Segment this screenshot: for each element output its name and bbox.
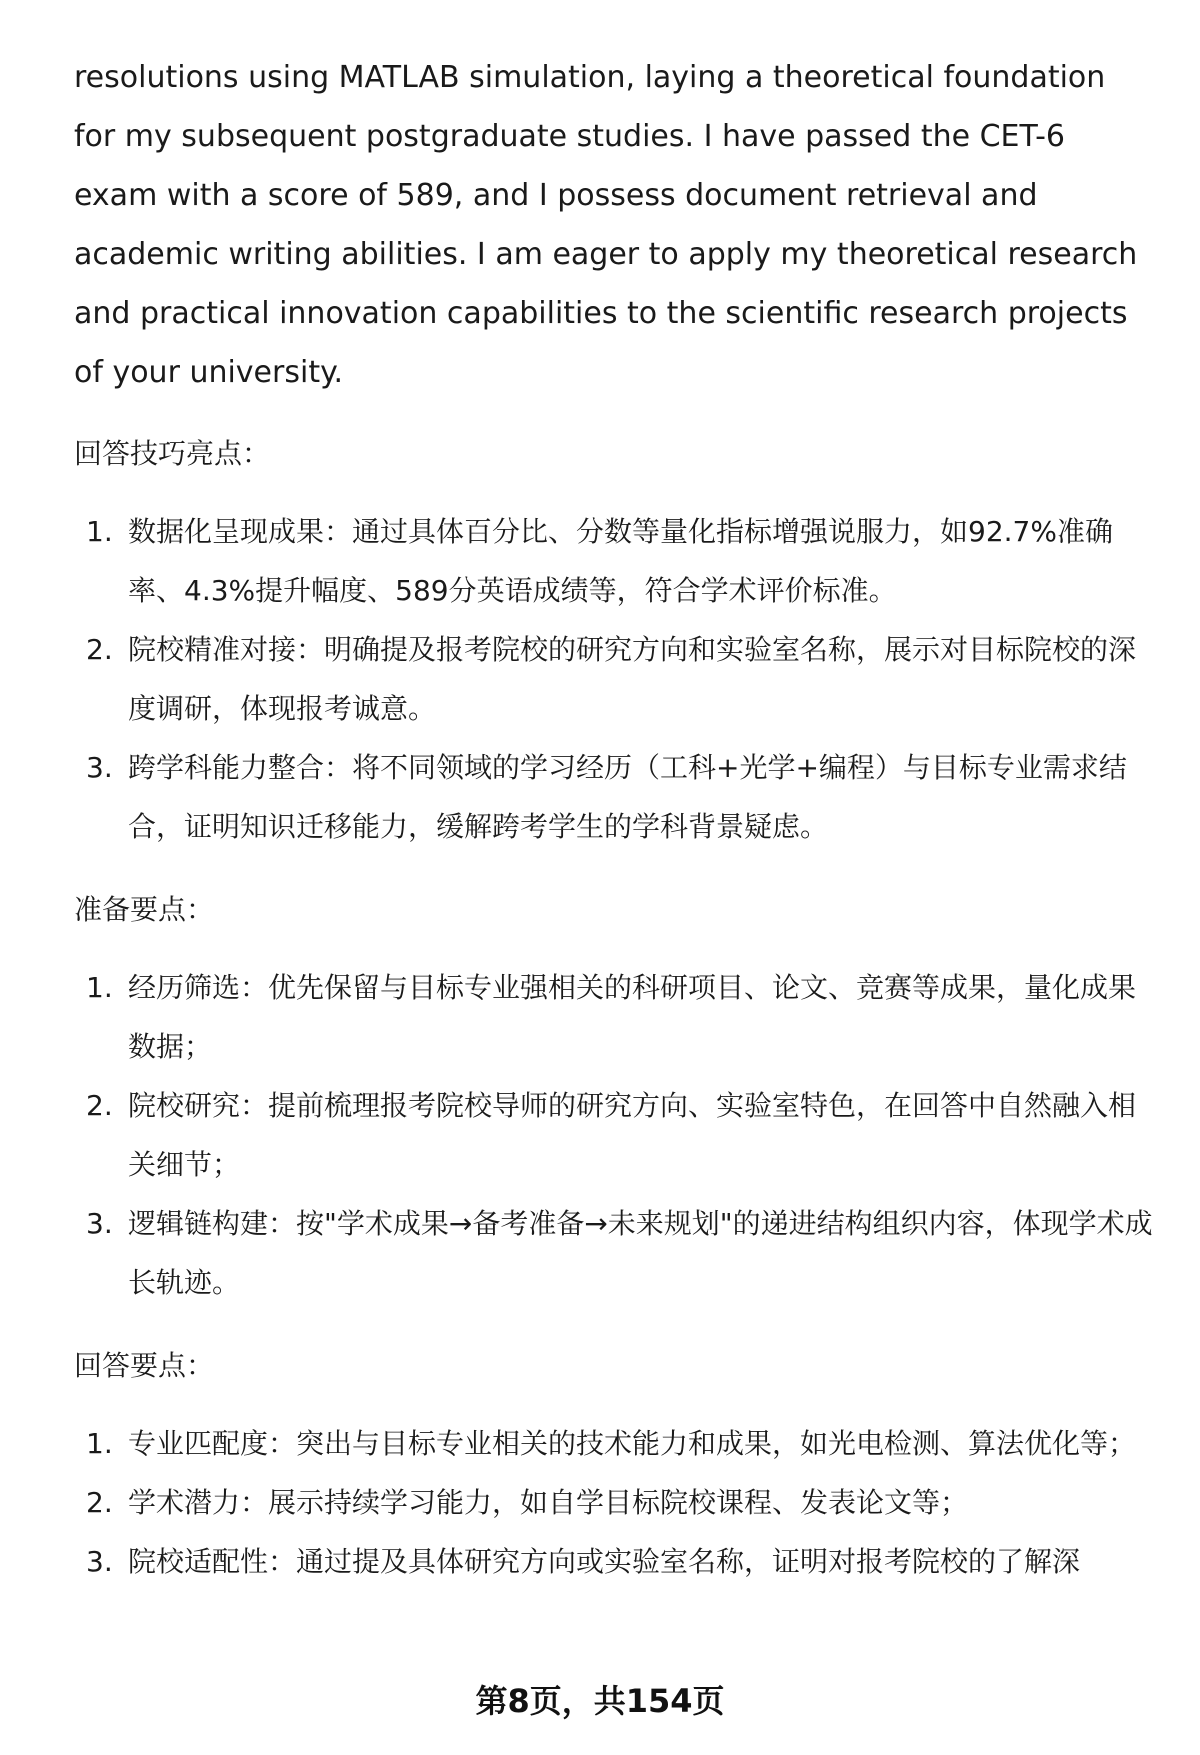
- list-item: [74, 1076, 1154, 1194]
- list-number: 1.: [86, 971, 113, 1004]
- list-number: 1.: [86, 1427, 113, 1460]
- list-item: [74, 958, 1154, 1076]
- list-item: [74, 1532, 1154, 1591]
- document-body: [74, 48, 1154, 1591]
- list-item-text: 数据化呈现成果：通过具体百分比、分数等量化指标增强说服力，如92.7%准确率、4.3%提升幅度、589分英语成绩等，符合学术评价标准。: [128, 515, 1113, 607]
- list-number: 1.: [86, 515, 113, 548]
- list-item-text: 专业匹配度：突出与目标专业相关的技术能力和成果，如光电检测、算法优化等；: [128, 1427, 1137, 1460]
- section-heading: 回答技巧亮点：: [74, 437, 271, 470]
- numbered-list: [74, 1414, 1154, 1591]
- list-item-text: 跨学科能力整合：将不同领域的学习经历（工科+光学+编程）与目标专业需求结合，证明知识迁移能力，缓解跨考学生的学科背景疑虑。: [128, 751, 1127, 843]
- list-item: [74, 620, 1154, 738]
- list-item: [74, 502, 1154, 620]
- list-number: 2.: [86, 1089, 113, 1122]
- numbered-list: [74, 958, 1154, 1312]
- list-item-text: 经历筛选：优先保留与目标专业强相关的科研项目、论文、竞赛等成果，量化成果数据；: [128, 971, 1137, 1063]
- numbered-list: [74, 502, 1154, 856]
- section-heading: 回答要点：: [74, 1349, 215, 1382]
- list-number: 3.: [86, 1545, 113, 1578]
- list-number: 2.: [86, 1486, 113, 1519]
- page-footer: 第8页，共154页: [475, 1682, 725, 1720]
- list-item-text: 院校精准对接：明确提及报考院校的研究方向和实验室名称，展示对目标院校的深度调研，体现报考诚意。: [128, 633, 1137, 725]
- list-number: 2.: [86, 633, 113, 666]
- list-item: [74, 738, 1154, 856]
- list-item-text: 逻辑链构建：按"学术成果→备考准备→未来规划"的递进结构组织内容，体现学术成长轨迹。: [128, 1207, 1153, 1299]
- list-item-text: 学术潜力：展示持续学习能力，如自学目标院校课程、发表论文等；: [128, 1486, 969, 1519]
- section-preparation-points: [74, 890, 1154, 1312]
- list-item-text: 院校研究：提前梳理报考院校导师的研究方向、实验室特色，在回答中自然融入相关细节；: [128, 1089, 1137, 1181]
- list-item: [74, 1414, 1154, 1473]
- list-number: 3.: [86, 751, 113, 784]
- intro-paragraph: resolutions using MATLAB simulation, laying a theoretical foundation for my subsequent postgraduate studies. I have passed the CET-6 exam with a score of 589, and I possess document retrieval and academic writing abilities. I am eager to apply my theoretical research and practical innovation capabilities to the scientific research projects of your university.: [74, 60, 1138, 390]
- section-answer-points: [74, 1346, 1154, 1591]
- section-answer-tips: [74, 434, 1154, 856]
- list-item-text: 院校适配性：通过提及具体研究方向或实验室名称，证明对报考院校的了解深: [128, 1545, 1081, 1578]
- section-heading: 准备要点：: [74, 893, 215, 926]
- list-item: [74, 1473, 1154, 1532]
- list-number: 3.: [86, 1207, 113, 1240]
- list-item: [74, 1194, 1154, 1312]
